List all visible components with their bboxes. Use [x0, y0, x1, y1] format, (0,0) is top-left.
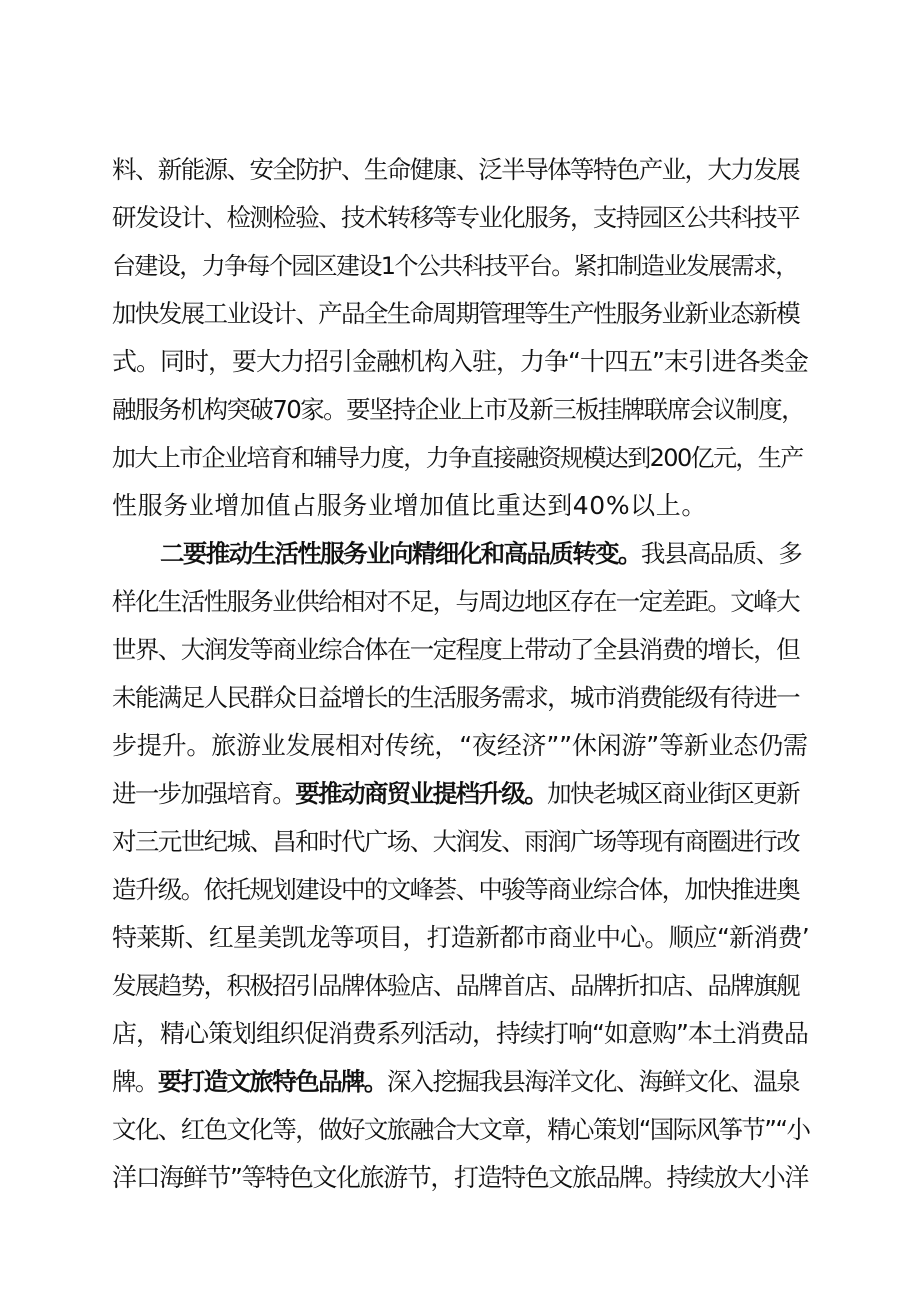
text-run: 文化、红色文化等，做好文旅融合大文章，精心策划“国际风筝节”“小	[112, 1115, 810, 1144]
body-text-line	[112, 722, 812, 770]
text-run: 步提升。旅游业发展相对传统，“夜经济””休闲游”等新业态仍需	[112, 731, 808, 760]
text-run: 世界、大润发等商业综合体在一定程度上带动了全县消费的增长，但	[112, 635, 799, 664]
body-text-line	[112, 290, 812, 338]
body-text-line	[112, 578, 812, 626]
body-text-line	[112, 434, 812, 482]
body-text-line	[112, 482, 812, 530]
text-run: 牌。	[112, 1067, 158, 1096]
body-text-line	[112, 194, 812, 242]
body-text-line	[112, 1058, 812, 1106]
body-text-line	[112, 626, 812, 674]
text-run: 进一步加强培育。	[112, 779, 296, 808]
body-text-line	[112, 770, 812, 818]
text-run: 加快发展工业设计、产品全生命周期管理等生产性服务业新业态新模	[112, 299, 799, 328]
body-text-line	[112, 1010, 812, 1058]
body-text-line	[112, 146, 812, 194]
text-run: 深入挖掘我县海洋文化、海鲜文化、温泉	[386, 1067, 800, 1096]
text-run: 式。同时，要大力招引金融机构入驻，力争“十四五”末引进各类金	[112, 347, 808, 376]
body-text-line	[112, 962, 812, 1010]
bold-heading: 二要推动生活性服务业向精细化和高品质转变。	[160, 539, 641, 568]
body-text-line	[112, 1106, 812, 1154]
text-run: 造升级。依托规划建设中的文峰荟、中骏等商业综合体，加快推进奥	[112, 875, 799, 904]
text-run: 样化生活性服务业供给相对不足，与周边地区存在一定差距。文峰大	[112, 587, 799, 616]
body-text-line	[112, 338, 812, 386]
text-run: 融服务机构突破70家。要坚持企业上市及新三板挂牌联席会议制度，	[112, 395, 805, 424]
body-text-line	[112, 866, 812, 914]
body-text-line	[112, 674, 812, 722]
text-run: 未能满足人民群众日益增长的生活服务需求，城市消费能级有待进一	[112, 683, 799, 712]
paragraph-first-line	[160, 530, 810, 578]
bold-heading: 要打造文旅特色品牌。	[157, 1067, 387, 1096]
text-run: 洋口海鲜节”等特色文化旅游节，打造特色文旅品牌。持续放大小洋	[112, 1163, 808, 1192]
body-text-line	[112, 386, 812, 434]
body-text-line	[112, 914, 812, 962]
text-run: 料、新能源、安全防护、生命健康、泛半导体等特色产业，大力发展	[112, 155, 799, 184]
text-run: 加大上市企业培育和辅导力度，力争直接融资规模达到200亿元，生产	[112, 444, 803, 472]
text-run: 店，精心策划组织促消费系列活动，持续打响“如意购”本土消费品	[112, 1019, 808, 1048]
body-text-line	[112, 818, 812, 866]
body-text-line	[112, 242, 812, 290]
text-run: 研发设计、检测检验、技术转移等专业化服务，支持园区公共科技平	[112, 203, 799, 232]
text-run: 我县高品质、多	[640, 539, 802, 568]
bold-heading: 要推动商贸业提档升级。	[295, 779, 548, 808]
text-run: 对三元世纪城、昌和时代广场、大润发、雨润广场等现有商圈进行改	[112, 827, 799, 856]
text-run: 发展趋势，积极招引品牌体验店、品牌首店、品牌折扣店、品牌旗舰	[112, 971, 799, 1000]
text-run: 性服务业增加值占服务业增加值比重达到40%以上。	[112, 491, 707, 520]
text-run: 台建设，力争每个园区建设1个公共科技平台。紧扣制造业发展需求，	[112, 252, 798, 280]
text-run: 加快老城区商业街区更新	[547, 779, 800, 808]
text-run: 特莱斯、红星美凯龙等项目，打造新都市商业中心。顺应“新消费’	[112, 923, 809, 952]
body-text-line	[112, 1154, 812, 1202]
